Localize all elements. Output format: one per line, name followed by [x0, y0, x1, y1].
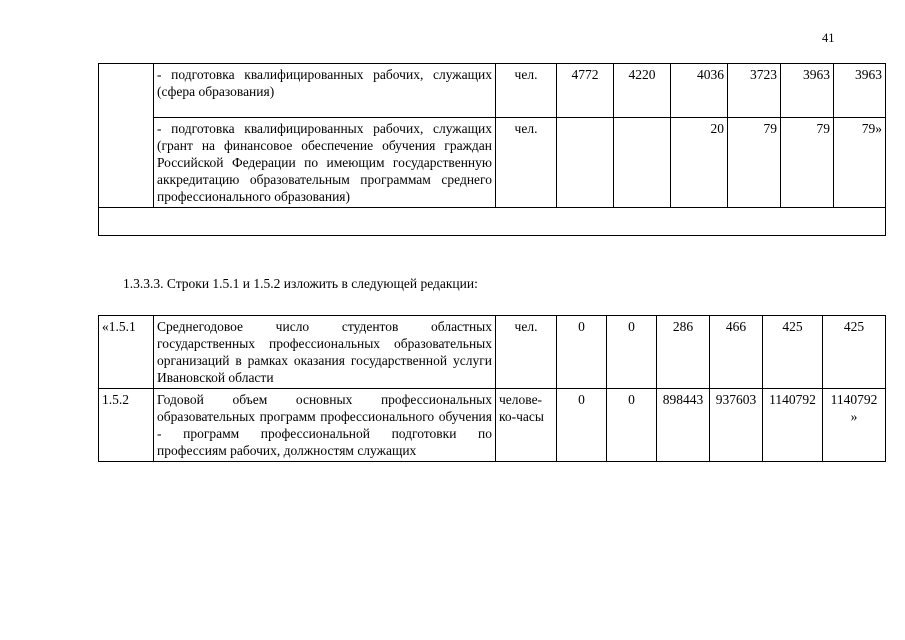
row-value-cell: 3723: [728, 64, 781, 118]
row-value-cell: 20: [671, 118, 728, 208]
row-unit-cell: челове-ко-часы: [496, 389, 557, 462]
row-value-cell: 3963: [781, 64, 834, 118]
row-value-cell: 898443: [657, 389, 710, 462]
row-value-cell: 1140792 »: [823, 389, 886, 462]
row-value-cell: 425: [763, 316, 823, 389]
row-value-cell: 286: [657, 316, 710, 389]
row-name-cell: Среднегодовое число студентов областных государственных профессиональных образовательных организаций в рамках оказания государственной услуги Ивановской области: [154, 316, 496, 389]
table-row: [99, 389, 886, 462]
row-value-cell: 937603: [710, 389, 763, 462]
row-value-cell: 79: [781, 118, 834, 208]
row-name-cell: - подготовка квалифицированных рабочих, служащих (сфера образования): [154, 64, 496, 118]
row-unit-cell: чел.: [496, 316, 557, 389]
row-value-cell: [557, 118, 614, 208]
row-value-cell: 3963: [834, 64, 886, 118]
page-number: 41: [822, 31, 835, 45]
row-code-cell: [99, 64, 154, 208]
row-value-cell: 0: [557, 389, 607, 462]
empty-cell: [99, 208, 886, 236]
row-code-cell: «1.5.1: [99, 316, 154, 389]
row-value-cell: 425: [823, 316, 886, 389]
row-code-cell: 1.5.2: [99, 389, 154, 462]
continued-indicators-table: [98, 63, 886, 236]
row-unit-cell: чел.: [496, 64, 557, 118]
row-value-cell: 0: [557, 316, 607, 389]
row-value-cell: 466: [710, 316, 763, 389]
row-name-cell: Годовой объем основных профессиональных образовательных программ профессионального обучения - программ профессиональной подготовки по профессиям рабочих, должностям служащих: [154, 389, 496, 462]
row-unit-cell: чел.: [496, 118, 557, 208]
table-row: [99, 64, 886, 118]
row-value-cell: 0: [607, 316, 657, 389]
table-row: [99, 118, 886, 208]
amendment-instruction: 1.3.3.3. Строки 1.5.1 и 1.5.2 изложить в следующей редакции:: [123, 276, 478, 291]
table-row: [99, 316, 886, 389]
empty-table-row: [99, 208, 886, 236]
row-value-cell: [614, 118, 671, 208]
row-value-cell: 1140792: [763, 389, 823, 462]
row-value-cell: 79: [728, 118, 781, 208]
row-value-cell: 4036: [671, 64, 728, 118]
row-value-cell: 4772: [557, 64, 614, 118]
row-value-cell: 0: [607, 389, 657, 462]
amended-rows-table: [98, 315, 886, 462]
row-value-cell: 4220: [614, 64, 671, 118]
row-name-cell: - подготовка квалифицированных рабочих, служащих (грант на финансовое обеспечение обучения граждан Российской Федерации по имеющим государственную аккредитацию образовательным программам среднего профессионального образования): [154, 118, 496, 208]
row-value-cell: 79»: [834, 118, 886, 208]
